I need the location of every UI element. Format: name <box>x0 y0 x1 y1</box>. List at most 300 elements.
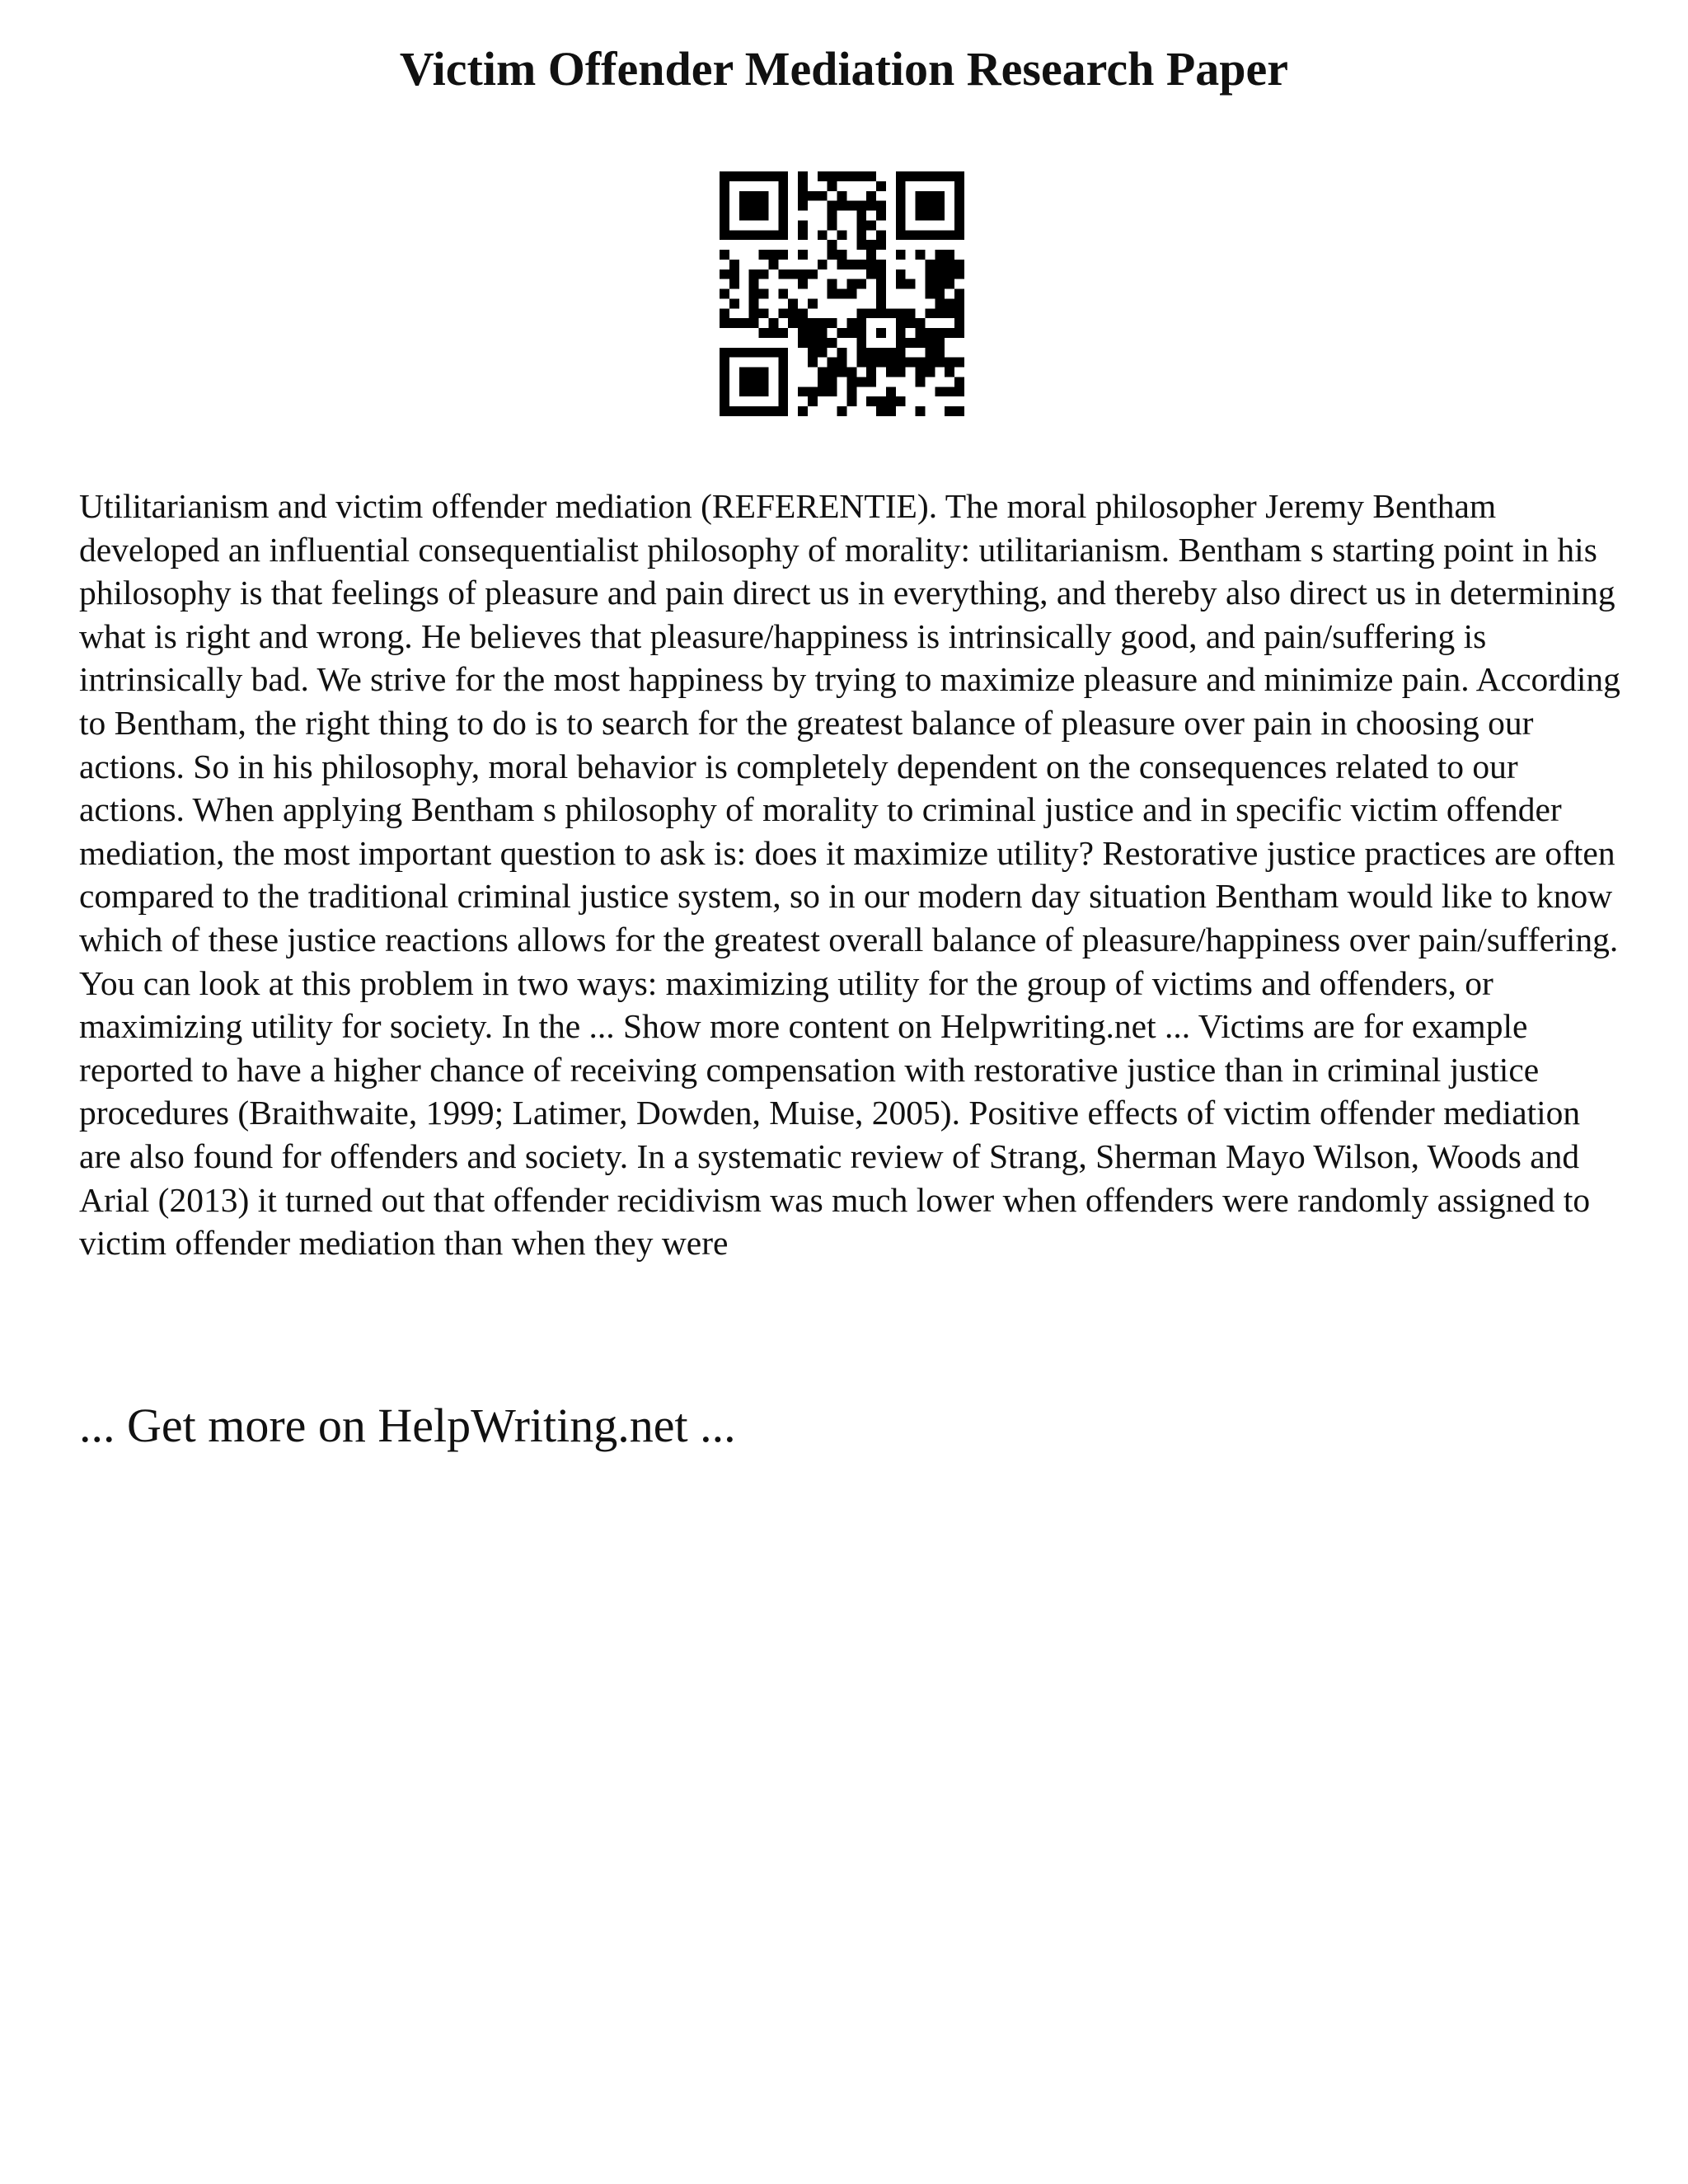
qr-module <box>896 269 906 279</box>
qr-module <box>720 171 729 181</box>
qr-module <box>837 348 847 358</box>
qr-module <box>720 358 729 368</box>
qr-module <box>749 191 759 201</box>
qr-module <box>720 211 729 221</box>
qr-module <box>837 289 847 299</box>
qr-module <box>759 308 769 318</box>
qr-module <box>837 201 847 211</box>
qr-module <box>818 387 828 396</box>
qr-module <box>720 201 729 211</box>
qr-module <box>768 318 778 328</box>
qr-module <box>954 298 964 308</box>
qr-module <box>720 368 729 377</box>
qr-module <box>856 240 866 250</box>
qr-module <box>935 260 945 269</box>
qr-module <box>828 377 837 387</box>
qr-module <box>925 269 935 279</box>
qr-module <box>925 338 935 348</box>
qr-module <box>798 387 808 396</box>
qr-module <box>954 220 964 230</box>
qr-module <box>886 406 896 416</box>
qr-module <box>788 318 798 328</box>
qr-module <box>720 289 729 299</box>
qr-module <box>866 348 876 358</box>
qr-module <box>954 308 964 318</box>
qr-module <box>916 201 926 211</box>
qr-module <box>778 211 788 221</box>
qr-module <box>925 211 935 221</box>
qr-module <box>935 211 945 221</box>
qr-module <box>768 250 778 260</box>
qr-module <box>808 269 818 279</box>
qr-module <box>954 260 964 269</box>
qr-module <box>935 298 945 308</box>
qr-module <box>778 191 788 201</box>
qr-module <box>876 260 886 269</box>
qr-module <box>866 260 876 269</box>
qr-module <box>856 211 866 221</box>
qr-module <box>798 230 808 240</box>
qr-module <box>876 181 886 191</box>
qr-module <box>935 269 945 279</box>
qr-module <box>739 171 749 181</box>
qr-module <box>778 171 788 181</box>
qr-module <box>935 191 945 201</box>
qr-module <box>720 191 729 201</box>
qr-module <box>778 368 788 377</box>
qr-module <box>925 201 935 211</box>
qr-module <box>729 260 739 269</box>
qr-module <box>818 318 828 328</box>
qr-module <box>768 348 778 358</box>
qr-module <box>866 358 876 368</box>
qr-module <box>876 298 886 308</box>
qr-module <box>798 338 808 348</box>
qr-module <box>916 406 926 416</box>
qr-module <box>759 269 769 279</box>
qr-module <box>808 387 818 396</box>
qr-module <box>925 328 935 338</box>
qr-module <box>846 289 856 299</box>
qr-module <box>828 201 837 211</box>
qr-module <box>866 171 876 181</box>
qr-module <box>896 171 906 181</box>
qr-module <box>935 279 945 289</box>
qr-module <box>945 368 954 377</box>
qr-module <box>886 308 896 318</box>
qr-module <box>759 201 769 211</box>
qr-module <box>828 211 837 221</box>
qr-module <box>876 240 886 250</box>
qr-module <box>906 230 916 240</box>
qr-module <box>945 250 954 260</box>
qr-module <box>720 396 729 406</box>
qr-module <box>935 338 945 348</box>
qr-module <box>945 387 954 396</box>
qr-module <box>818 377 828 387</box>
qr-module <box>866 250 876 260</box>
qr-module <box>866 308 876 318</box>
qr-module <box>886 348 896 358</box>
qr-module <box>828 250 837 260</box>
qr-module <box>856 279 866 289</box>
qr-module <box>759 289 769 299</box>
qr-module <box>749 377 759 387</box>
qr-module <box>935 308 945 318</box>
qr-module <box>720 406 729 416</box>
qr-module <box>935 230 945 240</box>
body-paragraph: Utilitarianism and victim offender mediation (REFERENTIE). The moral philosopher Jeremy Bentham developed an influential consequentialist philosophy of morality: utilitarianism. Bentham s starting point in his philosophy is that feelings of pleasure and pain direct us in everything, and thereby also direct us in determining what is right and wrong. He believes that pleasure/happiness is intrinsically good, and pain/suffering is intrinsically bad. We strive for the most happiness by trying to maximize pleasure and minimize pain. According to Bentham, the right thing to do is to search for the greatest balance of pleasure over pain in choosing our actions. So in his philosophy, moral behavior is completely dependent on the consequences related to our actions. When applying Bentham s philosophy of morality to criminal justice and in specific victim offender mediation, the most important question to ask is: does it maximize utility? Restorative justice practices are often compared to the traditional criminal justice system, so in our modern day situation Bentham would like to know which of these justice reactions allows for the greatest overall balance of pleasure/happiness over pain/suffering. You can look at this problem in two ways: maximizing utility for the group of victims and offenders, or maximizing utility for society. In the ... Show more content on Helpwriting.net ... Victims are for example reported to have a higher chance of receiving compensation with restorative justice than in criminal justice procedures (Braithwaite, 1999; Latimer, Dowden, Muise, 2005). Positive effects of victim offender mediation are also found for offenders and society. In a systematic review of Strang, Sherman Mayo Wilson, Woods and Arial (2013) it turned out that offender recidivism was much lower when offenders were randomly assigned to victim offender mediation than when they were <box>79 487 1620 1263</box>
qr-module <box>846 396 856 406</box>
qr-module <box>837 328 847 338</box>
qr-module <box>896 368 906 377</box>
qr-module <box>876 396 886 406</box>
qr-module <box>828 289 837 299</box>
qr-module <box>876 358 886 368</box>
qr-module <box>818 230 828 240</box>
qr-module <box>808 328 818 338</box>
qr-module <box>896 181 906 191</box>
qr-module <box>837 260 847 269</box>
qr-module <box>788 298 798 308</box>
qr-module <box>818 368 828 377</box>
qr-module <box>866 240 876 250</box>
qr-module <box>916 358 926 368</box>
qr-module <box>916 191 926 201</box>
qr-module <box>837 230 847 240</box>
qr-module <box>739 387 749 396</box>
qr-module <box>759 348 769 358</box>
qr-module <box>846 201 856 211</box>
document-title: Victim Offender Mediation Research Paper <box>399 42 1289 96</box>
qr-module <box>778 289 788 299</box>
qr-module <box>768 230 778 240</box>
qr-module <box>778 201 788 211</box>
qr-module <box>729 269 739 279</box>
qr-module <box>778 250 788 260</box>
qr-module <box>818 328 828 338</box>
qr-module <box>808 348 818 358</box>
qr-module <box>739 230 749 240</box>
qr-module <box>759 377 769 387</box>
qr-module <box>798 201 808 211</box>
qr-module <box>788 308 798 318</box>
qr-code-graphic <box>720 171 964 416</box>
qr-module <box>856 308 866 318</box>
qr-module <box>925 358 935 368</box>
qr-module <box>798 318 808 328</box>
qr-module <box>749 348 759 358</box>
qr-module <box>749 368 759 377</box>
qr-module <box>925 191 935 201</box>
qr-module <box>837 191 847 201</box>
qr-module <box>896 279 906 289</box>
qr-module <box>896 250 906 260</box>
qr-module <box>749 308 759 318</box>
qr-module <box>828 358 837 368</box>
qr-module <box>778 348 788 358</box>
qr-module <box>866 220 876 230</box>
qr-module <box>916 171 926 181</box>
qr-module <box>739 191 749 201</box>
qr-module <box>720 230 729 240</box>
qr-module <box>954 230 964 240</box>
qr-module <box>749 171 759 181</box>
qr-module <box>808 298 818 308</box>
qr-module <box>906 358 916 368</box>
qr-module <box>935 250 945 260</box>
qr-module <box>808 318 818 328</box>
qr-module <box>759 230 769 240</box>
qr-module <box>720 348 729 358</box>
qr-module <box>925 171 935 181</box>
qr-module <box>846 171 856 181</box>
qr-module <box>896 230 906 240</box>
qr-module <box>876 269 886 279</box>
qr-module <box>945 269 954 279</box>
qr-module <box>837 171 847 181</box>
qr-module <box>935 358 945 368</box>
qr-module <box>729 171 739 181</box>
qr-module <box>798 328 808 338</box>
qr-module <box>720 308 729 318</box>
qr-module <box>749 201 759 211</box>
qr-code-icon[interactable] <box>720 171 964 416</box>
qr-module <box>916 211 926 221</box>
qr-module <box>916 328 926 338</box>
qr-module <box>749 211 759 221</box>
qr-module <box>759 171 769 181</box>
qr-module <box>916 377 926 387</box>
qr-module <box>856 358 866 368</box>
qr-module <box>856 171 866 181</box>
qr-module <box>856 377 866 387</box>
qr-module <box>739 348 749 358</box>
qr-module <box>916 318 926 328</box>
qr-module <box>846 260 856 269</box>
qr-module <box>886 387 896 396</box>
qr-module <box>906 338 916 348</box>
qr-module <box>896 211 906 221</box>
qr-module <box>846 377 856 387</box>
qr-module <box>828 318 837 328</box>
qr-module <box>759 368 769 377</box>
qr-module <box>876 211 886 221</box>
qr-module <box>818 171 828 181</box>
qr-module <box>720 181 729 191</box>
qr-module <box>916 250 926 260</box>
qr-module <box>896 201 906 211</box>
qr-module <box>749 387 759 396</box>
qr-module <box>935 201 945 211</box>
qr-module <box>828 279 837 289</box>
qr-module <box>954 171 964 181</box>
qr-module <box>945 308 954 318</box>
qr-module <box>896 348 906 358</box>
qr-module <box>739 318 749 328</box>
qr-module <box>916 368 926 377</box>
qr-module <box>925 289 935 299</box>
qr-module <box>828 240 837 250</box>
qr-module <box>828 171 837 181</box>
qr-module <box>876 201 886 211</box>
qr-module <box>768 260 778 269</box>
get-more-link[interactable]: ... Get more on HelpWriting.net ... <box>79 1399 736 1452</box>
qr-module <box>759 191 769 201</box>
qr-module <box>778 230 788 240</box>
qr-module <box>906 318 916 328</box>
qr-module <box>896 191 906 201</box>
qr-module <box>739 211 749 221</box>
qr-module <box>818 191 828 201</box>
qr-module <box>828 220 837 230</box>
qr-module <box>925 308 935 318</box>
qr-module <box>808 338 818 348</box>
qr-module <box>876 289 886 299</box>
qr-module <box>916 230 926 240</box>
qr-module <box>778 308 788 318</box>
qr-module <box>778 396 788 406</box>
qr-module <box>896 308 906 318</box>
qr-module <box>906 171 916 181</box>
qr-module <box>798 269 808 279</box>
qr-module <box>866 269 876 279</box>
qr-module <box>759 406 769 416</box>
qr-module <box>876 230 886 240</box>
qr-module <box>954 181 964 191</box>
qr-module <box>720 387 729 396</box>
qr-module <box>778 377 788 387</box>
qr-module <box>846 318 856 328</box>
qr-module <box>945 171 954 181</box>
qr-module <box>856 338 866 348</box>
qr-module <box>749 406 759 416</box>
qr-module <box>778 220 788 230</box>
qr-module <box>954 377 964 387</box>
qr-module <box>935 387 945 396</box>
qr-module <box>866 201 876 211</box>
qr-module <box>798 220 808 230</box>
qr-module <box>954 211 964 221</box>
qr-module <box>798 171 808 181</box>
qr-module <box>739 201 749 211</box>
qr-module <box>739 368 749 377</box>
qr-module <box>768 406 778 416</box>
qr-module <box>945 328 954 338</box>
qr-module <box>954 328 964 338</box>
qr-module <box>729 406 739 416</box>
qr-module <box>729 279 739 289</box>
qr-module <box>798 191 808 201</box>
qr-module <box>954 269 964 279</box>
qr-module <box>749 230 759 240</box>
qr-module <box>954 387 964 396</box>
qr-module <box>837 368 847 377</box>
qr-module <box>954 201 964 211</box>
qr-module <box>954 406 964 416</box>
qr-module <box>945 358 954 368</box>
qr-module <box>720 250 729 260</box>
qr-module <box>935 171 945 181</box>
qr-module <box>925 260 935 269</box>
qr-module <box>856 348 866 358</box>
qr-module <box>768 328 778 338</box>
qr-module <box>856 260 866 269</box>
qr-module <box>935 289 945 299</box>
qr-module <box>798 250 808 260</box>
qr-module <box>896 396 906 406</box>
qr-module <box>876 328 886 338</box>
qr-module <box>808 396 818 406</box>
qr-module <box>925 279 935 289</box>
qr-module <box>866 377 876 387</box>
qr-module <box>886 396 896 406</box>
qr-module <box>954 358 964 368</box>
qr-module <box>778 269 788 279</box>
qr-module <box>886 358 896 368</box>
qr-module <box>729 348 739 358</box>
qr-module <box>778 406 788 416</box>
qr-module <box>856 201 866 211</box>
qr-module <box>749 279 759 289</box>
qr-module <box>778 328 788 338</box>
qr-module <box>935 348 945 358</box>
qr-module <box>886 368 896 377</box>
qr-module <box>856 328 866 338</box>
qr-module <box>906 279 916 289</box>
qr-module <box>945 260 954 269</box>
qr-module <box>954 191 964 201</box>
qr-module <box>759 211 769 221</box>
qr-module <box>759 250 769 260</box>
qr-module <box>788 269 798 279</box>
qr-module <box>935 328 945 338</box>
qr-module <box>778 358 788 368</box>
qr-module <box>828 387 837 396</box>
qr-module <box>749 289 759 299</box>
qr-module <box>720 318 729 328</box>
qr-module <box>945 230 954 240</box>
qr-module <box>896 338 906 348</box>
qr-module <box>856 318 866 328</box>
qr-module <box>896 328 906 338</box>
qr-module <box>778 387 788 396</box>
qr-module <box>866 368 876 377</box>
qr-module <box>876 348 886 358</box>
qr-module <box>739 406 749 416</box>
qr-module <box>866 191 876 201</box>
qr-module <box>720 220 729 230</box>
qr-module <box>954 318 964 328</box>
qr-module <box>876 308 886 318</box>
qr-module <box>837 250 847 260</box>
qr-module <box>876 406 886 416</box>
qr-module <box>828 338 837 348</box>
qr-module <box>798 406 808 416</box>
qr-module <box>749 298 759 308</box>
qr-module <box>798 181 808 191</box>
qr-module <box>846 387 856 396</box>
qr-module <box>856 230 866 240</box>
qr-module <box>828 181 837 191</box>
qr-module <box>808 191 818 201</box>
qr-module <box>896 318 906 328</box>
qr-module <box>945 406 954 416</box>
qr-module <box>729 318 739 328</box>
qr-module <box>818 348 828 358</box>
qr-module <box>837 406 847 416</box>
qr-module <box>954 289 964 299</box>
